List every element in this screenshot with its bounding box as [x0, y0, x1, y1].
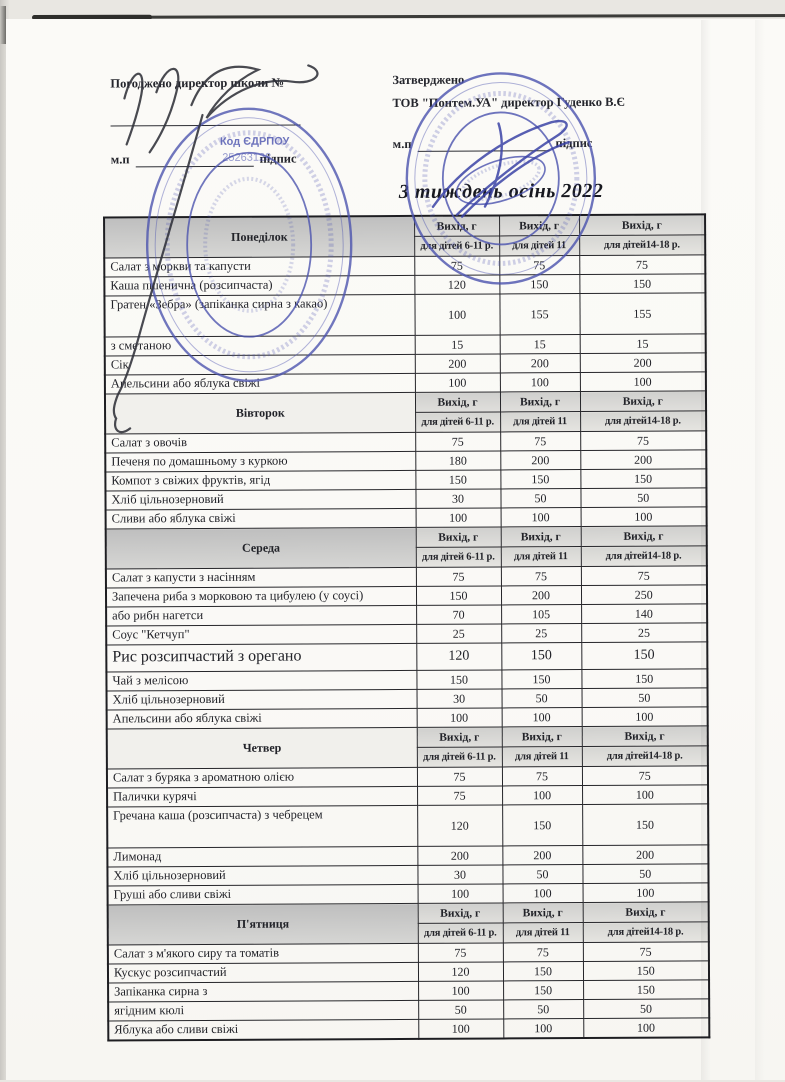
age-header-cell: для дітей14-18 р.	[582, 746, 708, 767]
value-cell: 100	[418, 981, 503, 1000]
age-header-cell: для дітей14-18 р.	[579, 235, 705, 256]
dish-cell: Соус "Кетчуп"	[106, 624, 416, 645]
age-header-cell: для дітей 6-11 р.	[417, 747, 502, 767]
dish-cell: Сливи або яблука свіжі	[106, 508, 416, 529]
value-cell: 200	[500, 451, 580, 470]
output-header-cell: Вихід, г	[416, 527, 501, 547]
output-header-cell: Вихід, г	[414, 215, 499, 236]
value-cell: 150	[581, 642, 707, 670]
value-cell: 100	[418, 1019, 503, 1039]
value-cell: 15	[500, 335, 580, 354]
value-cell: 150	[503, 981, 583, 1000]
value-cell: 75	[583, 942, 709, 962]
value-cell: 100	[415, 373, 500, 392]
value-cell: 150	[501, 670, 581, 689]
dish-cell: Хліб цільнозерновий	[105, 489, 415, 510]
value-cell: 150	[503, 962, 583, 981]
value-cell: 75	[582, 766, 708, 786]
value-cell: 75	[502, 767, 582, 786]
output-header-cell: Вихід, г	[417, 727, 502, 747]
value-cell: 100	[583, 1018, 709, 1038]
value-cell: 75	[503, 943, 583, 962]
value-cell: 75	[417, 767, 502, 786]
value-cell: 200	[417, 846, 502, 865]
value-cell: 50	[502, 865, 582, 884]
mp-row-right	[393, 135, 743, 152]
dish-row	[107, 804, 708, 848]
age-header-cell: для дітей 11	[499, 236, 579, 256]
dish-cell: або рибн нагетси	[106, 605, 416, 626]
value-cell: 75	[418, 943, 503, 962]
page-fold-shadow	[755, 20, 765, 1080]
day-name-cell: Понеділок	[104, 216, 414, 258]
value-cell: 50	[583, 999, 709, 1019]
value-cell: 200	[502, 846, 582, 865]
value-cell: 200	[500, 354, 580, 373]
sign-label: підпис	[555, 135, 593, 151]
value-cell: 100	[502, 786, 582, 805]
value-cell: 105	[501, 605, 581, 624]
value-cell: 150	[582, 804, 708, 846]
dish-cell: Салат з моркви та капусти	[104, 256, 414, 277]
value-cell: 50	[503, 1000, 583, 1019]
dish-cell: Палички курячі	[107, 786, 417, 807]
week-title: 3 тиждень осінь 2022	[398, 179, 604, 203]
dish-row	[108, 1018, 709, 1041]
value-cell: 150	[500, 470, 580, 489]
age-header-cell: для дітей14-18 р.	[583, 922, 709, 943]
value-cell: 50	[582, 688, 708, 708]
page-fold-shadow	[701, 20, 711, 1080]
value-cell: 75	[417, 786, 502, 805]
value-cell: 75	[416, 567, 501, 586]
value-cell: 75	[500, 432, 580, 451]
output-header-cell: Вихід, г	[583, 902, 709, 923]
value-cell: 100	[583, 883, 709, 903]
dish-cell: Чай з мелісою	[106, 670, 416, 691]
value-cell: 75	[579, 255, 705, 275]
value-cell: 180	[415, 451, 500, 470]
value-cell: 120	[417, 805, 502, 846]
output-header-cell: Вихід, г	[503, 903, 583, 923]
dish-cell: Груші або сливи свіжі	[108, 884, 418, 905]
age-header-cell: для дітей 6-11 р.	[416, 547, 501, 567]
value-cell: 25	[416, 624, 501, 643]
value-cell: 100	[582, 785, 708, 805]
approval-left-block	[110, 75, 390, 167]
value-cell: 25	[581, 623, 707, 643]
day-name-cell: Середа	[106, 527, 416, 569]
dish-cell: з сметаною	[105, 335, 415, 356]
value-cell: 150	[579, 274, 705, 294]
day-name-cell: Четвер	[107, 727, 417, 769]
value-cell: 100	[503, 884, 583, 903]
dish-row	[104, 293, 705, 337]
mp-row-left	[111, 151, 391, 167]
dish-cell: Гречана каша (розсипчаста) з чебрецем	[107, 805, 417, 848]
value-cell: 30	[417, 689, 502, 708]
value-cell: 200	[580, 450, 706, 470]
dish-cell: Лимонад	[107, 846, 417, 867]
dish-cell: Кускус розсипчастий	[108, 962, 418, 983]
value-cell: 100	[417, 708, 502, 727]
svg-text:25263128: 25263128	[222, 151, 272, 164]
value-cell: 200	[582, 845, 708, 865]
dish-cell: Салат з капусти з насінням	[106, 567, 416, 588]
value-cell: 50	[418, 1000, 503, 1019]
value-cell: 50	[580, 488, 706, 508]
age-header-cell: для дітей 11	[501, 547, 581, 567]
value-cell: 75	[499, 256, 579, 275]
value-cell: 70	[416, 605, 501, 624]
age-header-cell: для дітей 6-11 р.	[418, 923, 503, 943]
value-cell: 100	[580, 372, 706, 392]
value-cell: 75	[414, 256, 499, 275]
value-cell: 155	[579, 293, 705, 335]
value-cell: 30	[415, 489, 500, 508]
output-header-cell: Вихід, г	[582, 726, 708, 747]
paper-sheet	[6, 19, 785, 1080]
dish-cell: Хліб цільнозерновий	[107, 689, 417, 710]
value-cell: 150	[499, 275, 579, 294]
dish-cell: Яблука або сливи свіжі	[108, 1019, 418, 1040]
value-cell: 50	[502, 689, 582, 708]
value-cell: 50	[500, 489, 580, 508]
value-cell: 100	[414, 294, 499, 335]
menu-table	[103, 213, 710, 1041]
age-header-cell: для дітей 11	[502, 747, 582, 767]
dish-cell: Сік	[105, 354, 415, 375]
value-cell: 75	[415, 432, 500, 451]
dish-row	[106, 642, 707, 672]
output-header-cell: Вихід, г	[502, 727, 582, 747]
approval-right-title: Затверджено	[392, 72, 465, 88]
value-cell: 150	[416, 586, 501, 605]
dish-cell: Запечена риба з морковою та цибулею (у соусі)	[106, 586, 416, 607]
output-header-cell: Вихід, г	[579, 214, 705, 235]
value-cell: 150	[583, 961, 709, 981]
output-header-cell: Вихід, г	[581, 526, 707, 547]
dish-cell: Рис розсипчастий з орегано	[106, 643, 416, 672]
value-cell: 50	[582, 864, 708, 884]
value-cell: 15	[415, 335, 500, 354]
value-cell: 250	[581, 585, 707, 605]
dish-cell: Апельсини або яблука свіжі	[105, 373, 415, 394]
value-cell: 100	[501, 508, 581, 527]
value-cell: 200	[580, 353, 706, 373]
page-content	[6, 17, 785, 1082]
value-cell: 100	[502, 708, 582, 727]
age-header-cell: для дітей 11	[500, 412, 580, 432]
dish-cell: Апельсини або яблука свіжі	[107, 708, 417, 729]
value-cell: 155	[499, 294, 579, 335]
svg-text:Код ЄДРПОУ: Код ЄДРПОУ	[219, 135, 290, 148]
day-name-cell: П'ятниця	[108, 903, 418, 945]
dish-cell: Салат з буряка з ароматною олією	[107, 767, 417, 788]
dish-cell: Печеня по домашньому з куркою	[105, 451, 415, 472]
value-cell: 100	[503, 1019, 583, 1039]
value-cell: 100	[581, 507, 707, 527]
output-header-cell: Вихід, г	[580, 391, 706, 412]
mp-label: м.п	[392, 136, 412, 152]
output-header-cell: Вихід, г	[501, 527, 581, 547]
value-cell: 150	[502, 805, 582, 846]
dish-cell: Гратен «Зебра» (запіканка сирна з какао)	[104, 294, 414, 337]
output-header-cell: Вихід, г	[415, 392, 500, 412]
dish-cell: ягідним кюлі	[108, 1000, 418, 1021]
output-header-cell: Вихід, г	[500, 392, 580, 412]
value-cell: 150	[416, 670, 501, 689]
age-header-cell: для дітей 6-11 р.	[415, 412, 500, 432]
age-header-cell: для дітей14-18 р.	[581, 546, 707, 567]
value-cell: 140	[581, 604, 707, 624]
value-cell: 75	[581, 566, 707, 586]
value-cell: 150	[583, 980, 709, 1000]
approval-right-block	[392, 71, 742, 152]
value-cell: 25	[501, 624, 581, 643]
age-header-cell: для дітей14-18 р.	[580, 411, 706, 432]
value-cell: 150	[581, 669, 707, 689]
value-cell: 120	[416, 643, 501, 670]
dish-cell: Салат з овочів	[105, 432, 415, 453]
mp-label: м.п	[110, 152, 130, 167]
dish-cell: Хліб цільнозерновий	[107, 865, 417, 886]
dish-cell: Компот з свіжих фруктів, ягід	[105, 470, 415, 491]
day-name-cell: Вівторок	[105, 392, 415, 434]
value-cell: 15	[580, 334, 706, 354]
company-director-line: ТОВ "Понтем.УА" директор Гуденко В.Є	[392, 94, 626, 111]
value-cell: 75	[580, 431, 706, 451]
dish-cell: Салат з м'якого сиру та томатів	[108, 943, 418, 964]
approval-left-title: Погоджено директор школи №	[110, 75, 285, 91]
dish-cell: Запіканка сирна з	[108, 981, 418, 1002]
signature-line-left	[111, 124, 301, 126]
mp-signature-line	[136, 154, 254, 168]
value-cell: 120	[418, 962, 503, 981]
value-cell: 100	[416, 508, 501, 527]
age-header-cell: для дітей 6-11 р.	[414, 236, 499, 256]
output-header-cell: Вихід, г	[418, 903, 503, 923]
mp-signature-line	[417, 138, 549, 152]
dish-cell: Каша пшенична (розсипчаста)	[104, 275, 414, 296]
value-cell: 150	[501, 643, 581, 670]
value-cell: 200	[501, 586, 581, 605]
age-header-cell: для дітей 11	[503, 923, 583, 943]
value-cell: 100	[500, 373, 580, 392]
value-cell: 75	[501, 567, 581, 586]
sign-label: підпис	[259, 151, 297, 166]
value-cell: 100	[418, 884, 503, 903]
value-cell: 30	[417, 865, 502, 884]
value-cell: 120	[414, 275, 499, 294]
value-cell: 150	[415, 470, 500, 489]
value-cell: 100	[582, 707, 708, 727]
value-cell: 150	[580, 469, 706, 489]
output-header-cell: Вихід, г	[499, 215, 579, 236]
value-cell: 200	[415, 354, 500, 373]
